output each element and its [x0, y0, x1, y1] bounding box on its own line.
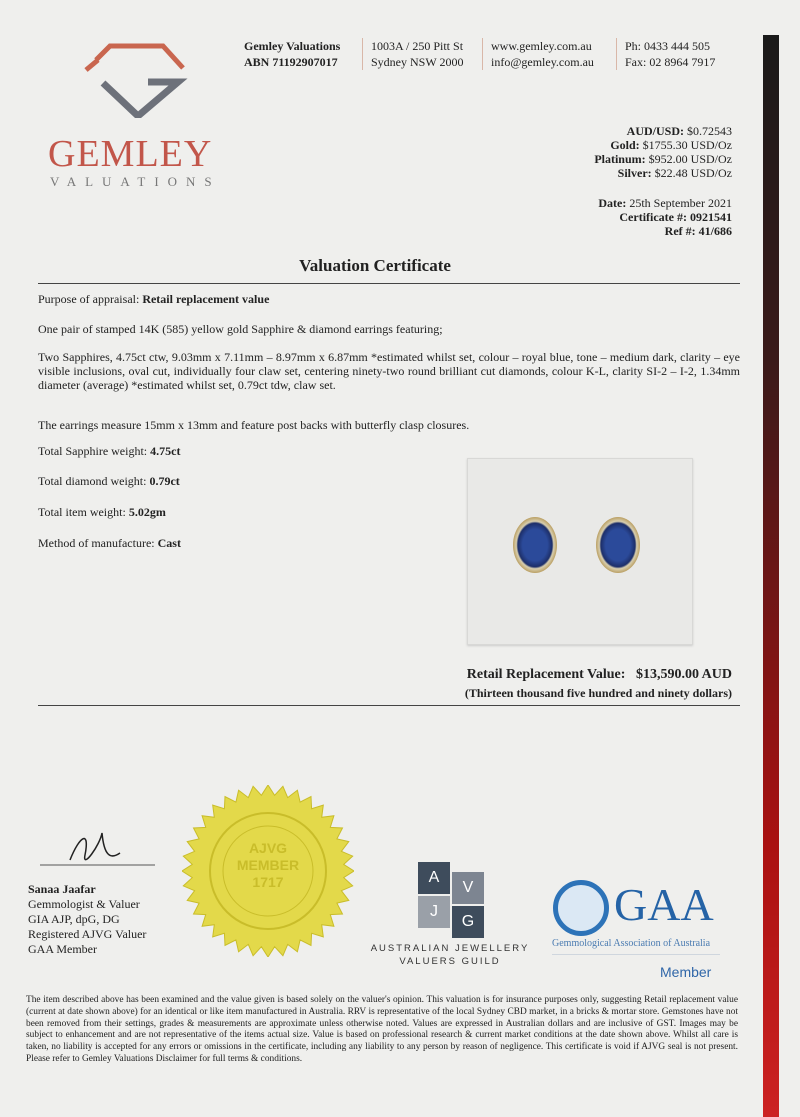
brand-subtitle: VALUATIONS: [50, 174, 221, 189]
decorative-side-bar: [763, 35, 779, 1117]
ajvg-seal-icon: [182, 785, 354, 957]
gaa-emblem-icon: [553, 880, 609, 936]
header-contact-web: www.gemley.com.au info@gemley.com.au: [482, 38, 602, 70]
brand-name: GEMLEY: [48, 133, 213, 175]
spec-diamond: Total diamond weight: 0.79ct: [38, 474, 180, 488]
earring-right: [596, 517, 640, 573]
signature-icon: [40, 825, 160, 880]
divider: [38, 705, 740, 706]
earrings-photo: [467, 458, 693, 645]
seal-text: AJVG MEMBER 1717: [236, 840, 300, 890]
item-measurements: The earrings measure 15mm x 13mm and feature post backs with butterfly clasp closures.: [38, 418, 470, 432]
header-address: 1003A / 250 Pitt St Sydney NSW 2000: [362, 38, 471, 70]
spec-item-weight: Total item weight: 5.02gm: [38, 505, 166, 519]
gaa-full-name: Gemmological Association of Australia: [552, 938, 711, 949]
disclaimer: The item described above has been examined and the value given is based solely on the valuer's opinion. This valuation is for insurance purposes only, suggesting Retail replacement value (current at date shown above) for an identical or like item manufactured in Australia. RRV is representative of the local Sydney CBD market, in a bricks & mortar store. Gemstones have not been removed from their settings, grades & measurements are approximate unless otherwise noted. Values are expressed in Australian dollars and are inclusive of GST. Images may be subject to enhancement and are not representative of the items actual size. Value is based on professional research & current market conditions at the date shown above. Whilst all care is taken, no liability is accepted for any errors or omissions in the certificate, including any liability to any person by reason of negligence. This certificate is void if AJVG seal is not present. Please refer to Gemley Valuations Disclaimer for full terms & conditions.: [26, 995, 738, 1064]
header-company: Gemley Valuations ABN 71192907017: [244, 39, 341, 69]
gaa-logo-text: GAA: [614, 879, 714, 930]
header-phone: Ph: 0433 444 505 Fax: 02 8964 7917: [616, 38, 723, 70]
divider: [38, 283, 740, 284]
certificate-meta: Date: 25th September 2021 Certificate #: 0921541 Ref #: 41/686: [598, 196, 732, 238]
earring-left: [513, 517, 557, 573]
retail-value-words: (Thirteen thousand five hundred and ninety dollars): [464, 686, 732, 700]
ajvg-logo-icon: A V J G: [418, 862, 488, 937]
gemley-logo-icon: [78, 38, 193, 123]
metal-rates: AUD/USD: $0.72543 Gold: $1755.30 USD/Oz Platinum: $952.00 USD/Oz Silver: $22.48 USD/Oz: [594, 124, 732, 180]
item-intro: One pair of stamped 14K (585) yellow gold Sapphire & diamond earrings featuring;: [38, 322, 443, 336]
purpose: Purpose of appraisal: Retail replacement value: [38, 292, 270, 306]
retail-value: Retail Replacement Value: $13,590.00 AUD: [466, 667, 732, 682]
valuer-info: Sanaa Jaafar Gemmologist & Valuer GIA AJP, dpG, DG Registered AJVG Valuer GAA Member: [28, 882, 147, 956]
spec-sapphire: Total Sapphire weight: 4.75ct: [38, 444, 181, 458]
ajvg-name: AUSTRALIAN JEWELLERY VALUERS GUILD: [370, 943, 530, 967]
gaa-member: Member: [660, 964, 712, 980]
divider: [552, 954, 720, 955]
spec-manufacture: Method of manufacture: Cast: [38, 536, 181, 550]
page-title: Valuation Certificate: [299, 256, 451, 275]
item-description: Two Sapphires, 4.75ct ctw, 9.03mm x 7.11mm – 8.97mm x 6.87mm *estimated whilst set, colour – royal blue, tone – medium dark, clarity – eye visible inclusions, oval cut, individually four claw set, centering ninety-two round brilliant cut diamonds, colour K-L, clarity SI-2 – I-2, 1.34mm diameter (average) *estimated whilst set, 0.79ct tdw, claw set.: [38, 350, 740, 392]
